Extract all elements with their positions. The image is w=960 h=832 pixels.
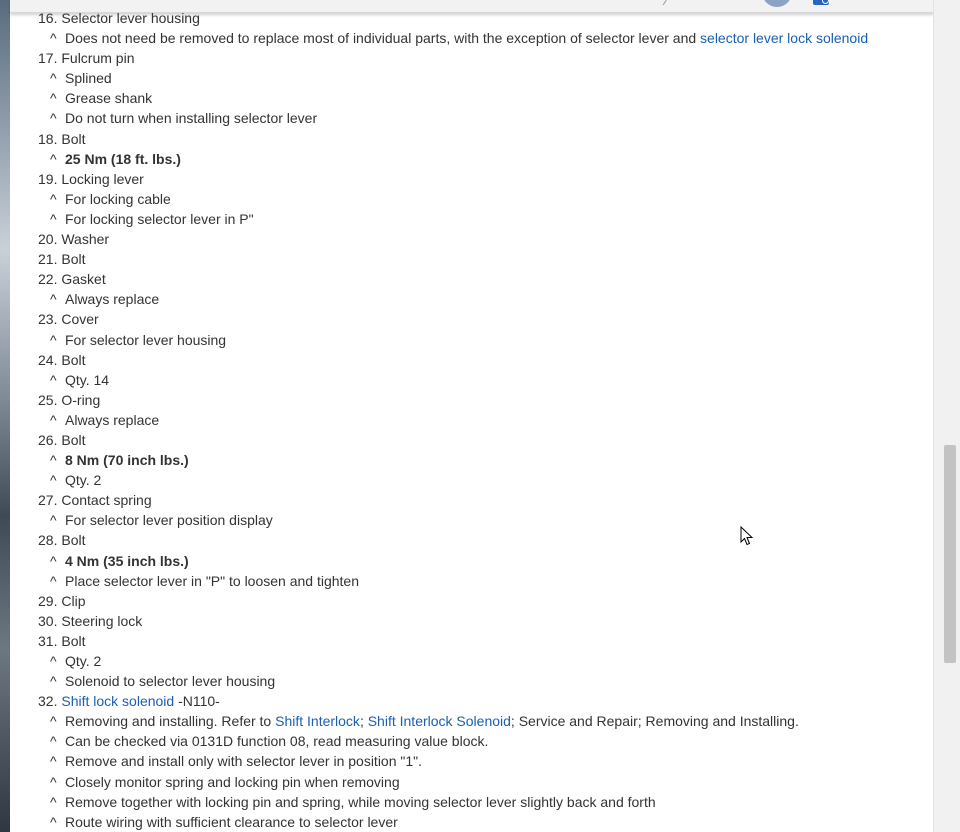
desktop-background-strip: [0, 0, 10, 832]
item-note: [38, 470, 928, 490]
note-text: [65, 553, 189, 569]
cross-reference-link[interactable]: Shift Interlock: [275, 713, 360, 730]
note-text-segment: Remove and install only with selector lever in position "1".: [65, 753, 422, 770]
item-note: [38, 88, 928, 108]
note-text: [65, 151, 181, 167]
note-text-segment: Qty. 2: [65, 653, 102, 669]
caret-bullet-icon: ^: [50, 673, 57, 690]
caret-bullet-icon: ^: [50, 371, 57, 388]
item-number: 23.: [38, 311, 58, 328]
note-text: [65, 332, 226, 348]
note-text: [65, 814, 398, 830]
item-note: [38, 209, 928, 229]
item-note: [38, 108, 928, 128]
toolbar-glyph-icon: ⁄: [665, 0, 667, 8]
note-text: [65, 733, 488, 749]
list-item: [38, 309, 928, 329]
list-item: [38, 390, 928, 410]
note-text-segment: Do not turn when installing selector lever: [65, 110, 318, 127]
item-label: Bolt: [61, 431, 86, 448]
item-note: [38, 731, 928, 751]
note-text-segment: Remove together with locking pin and spring, while moving selector lever slightly back and forth: [65, 793, 656, 810]
item-number: 19.: [38, 170, 58, 187]
item-note: [38, 189, 928, 209]
item-number: 26.: [38, 431, 58, 448]
item-note: [38, 571, 928, 591]
item-label: Selector lever housing: [61, 10, 200, 26]
caret-bullet-icon: ^: [50, 793, 57, 810]
note-text: [65, 774, 400, 790]
note-text-segment: Does not need be removed to replace most of individual parts, with the exception of selector lever and: [65, 30, 701, 47]
note-text: [65, 512, 273, 528]
item-number: 29.: [38, 592, 58, 609]
note-text: [65, 713, 799, 729]
note-text: [65, 372, 109, 388]
list-item: [38, 350, 928, 370]
list-item: [38, 631, 928, 651]
item-number: 17.: [38, 50, 58, 67]
item-number: 25.: [38, 391, 58, 408]
list-item: [38, 430, 928, 450]
item-label-link[interactable]: Shift lock solenoid: [61, 693, 175, 710]
item-note: [38, 510, 928, 530]
note-text: [65, 70, 112, 86]
item-note: [38, 68, 928, 88]
note-text: [65, 30, 868, 46]
note-text-segment: For locking selector lever in P": [65, 210, 254, 227]
note-text-segment: Grease shank: [65, 90, 153, 107]
list-item: [38, 591, 928, 611]
item-label: Steering lock: [61, 612, 143, 629]
item-number: 20.: [38, 231, 58, 248]
item-note: [38, 812, 928, 832]
item-note: [38, 751, 928, 771]
note-text: [65, 110, 317, 126]
note-text: [65, 90, 152, 106]
list-item: [38, 229, 928, 249]
caret-bullet-icon: ^: [50, 733, 57, 750]
note-text-segment: ;: [359, 713, 368, 730]
item-note: [38, 149, 928, 169]
caret-bullet-icon: ^: [50, 110, 57, 127]
item-note: [38, 289, 928, 309]
component-list: [38, 8, 928, 832]
list-item: [38, 611, 928, 631]
item-note: [38, 671, 928, 691]
list-item: [38, 48, 928, 68]
list-item: [38, 169, 928, 189]
caret-bullet-icon: ^: [50, 150, 57, 167]
item-label: Fulcrum pin: [61, 50, 135, 67]
note-text-segment: ; Service and Repair; Removing and Installing.: [510, 713, 799, 730]
note-text: [65, 211, 254, 227]
item-label: Bolt: [61, 632, 86, 649]
caret-bullet-icon: ^: [50, 331, 57, 348]
item-label: Contact spring: [61, 492, 152, 509]
note-text-segment: 4 Nm (35 inch lbs.): [65, 552, 189, 569]
scrollbar-thumb[interactable]: [944, 445, 956, 663]
item-number: 28.: [38, 532, 58, 549]
item-label: Gasket: [61, 271, 106, 288]
caret-bullet-icon: ^: [50, 753, 57, 770]
note-text-segment: Removing and installing. Refer to: [65, 713, 276, 730]
caret-bullet-icon: ^: [50, 472, 57, 489]
mouse-pointer-icon: [740, 526, 754, 546]
item-label: Bolt: [61, 130, 86, 147]
item-note: [38, 792, 928, 812]
caret-bullet-icon: ^: [50, 30, 57, 47]
item-number: 24.: [38, 351, 58, 368]
cross-reference-link[interactable]: Shift Interlock Solenoid: [367, 713, 511, 730]
caret-bullet-icon: ^: [50, 512, 57, 529]
item-label: Washer: [61, 231, 110, 248]
note-text-segment: 25 Nm (18 ft. lbs.): [65, 150, 181, 167]
note-text: [65, 452, 189, 468]
caret-bullet-icon: ^: [50, 210, 57, 227]
caret-bullet-icon: ^: [50, 572, 57, 589]
caret-bullet-icon: ^: [50, 291, 57, 308]
item-number: 18.: [38, 130, 58, 147]
note-text: [65, 412, 159, 428]
note-text: [65, 653, 101, 669]
item-note: [38, 450, 928, 470]
note-text-segment: 8 Nm (70 inch lbs.): [65, 452, 189, 469]
note-text-segment: Solenoid to selector lever housing: [65, 673, 276, 690]
caret-bullet-icon: ^: [50, 653, 57, 669]
note-text-segment: Route wiring with sufficient clearance to selector lever: [65, 813, 398, 830]
item-label: Clip: [61, 592, 86, 609]
item-number: 32.: [38, 693, 58, 710]
caret-bullet-icon: ^: [50, 713, 57, 730]
list-item: [38, 530, 928, 550]
note-text: [65, 573, 359, 589]
item-note: [38, 410, 928, 430]
caret-bullet-icon: ^: [50, 411, 57, 428]
list-item: [38, 129, 928, 149]
cross-reference-link[interactable]: selector lever lock solenoid: [700, 30, 869, 47]
list-item: [38, 249, 928, 269]
item-note: [38, 330, 928, 350]
item-label: O-ring: [61, 391, 101, 408]
note-text: [65, 291, 159, 307]
item-number: 22.: [38, 271, 58, 288]
note-text-segment: Splined: [65, 70, 112, 87]
note-text-segment: For selector lever housing: [65, 331, 227, 348]
note-text: [65, 191, 171, 207]
note-text-segment: Always replace: [65, 291, 160, 308]
item-number: 21.: [38, 251, 58, 268]
caret-bullet-icon: ^: [50, 452, 57, 469]
item-note: [38, 772, 928, 792]
item-number: 30.: [38, 612, 58, 629]
note-text-segment: For selector lever position display: [65, 512, 273, 529]
list-item: [38, 8, 928, 28]
note-text-segment: Qty. 2: [65, 472, 102, 489]
note-text: [65, 794, 656, 810]
item-note: [38, 28, 928, 48]
note-text: [65, 753, 422, 769]
item-number: 27.: [38, 492, 58, 509]
item-label: Locking lever: [61, 170, 144, 187]
note-text: [65, 472, 101, 488]
item-label: Bolt: [61, 532, 86, 549]
caret-bullet-icon: ^: [50, 773, 57, 790]
note-text-segment: For locking cable: [65, 190, 171, 207]
item-note: [38, 551, 928, 571]
item-label-suffix: -N110-: [174, 693, 220, 710]
item-note: [38, 370, 928, 390]
list-item: [38, 269, 928, 289]
item-number: 16.: [38, 10, 58, 26]
list-item: [38, 691, 928, 711]
item-note: [38, 651, 928, 671]
caret-bullet-icon: ^: [50, 70, 57, 87]
list-item: [38, 490, 928, 510]
note-text-segment: Place selector lever in "P" to loosen and tighten: [65, 572, 359, 589]
note-text-segment: Qty. 14: [65, 371, 110, 388]
item-label: Bolt: [61, 251, 86, 268]
item-label: Bolt: [61, 351, 86, 368]
note-text-segment: Always replace: [65, 411, 160, 428]
caret-bullet-icon: ^: [50, 552, 57, 569]
profile-avatar[interactable]: [762, 0, 792, 7]
note-text-segment: Closely monitor spring and locking pin when removing: [65, 773, 400, 790]
caret-bullet-icon: ^: [50, 813, 57, 830]
caret-bullet-icon: ^: [50, 190, 57, 207]
item-note: [38, 711, 928, 731]
extension-icon[interactable]: [813, 0, 829, 5]
caret-bullet-icon: ^: [50, 90, 57, 107]
note-text-segment: Can be checked via 0131D function 08, read measuring value block.: [65, 733, 489, 750]
vertical-scrollbar[interactable]: [933, 0, 960, 832]
note-text: [65, 673, 275, 689]
item-label: Cover: [61, 311, 99, 328]
item-number: 31.: [38, 632, 58, 649]
